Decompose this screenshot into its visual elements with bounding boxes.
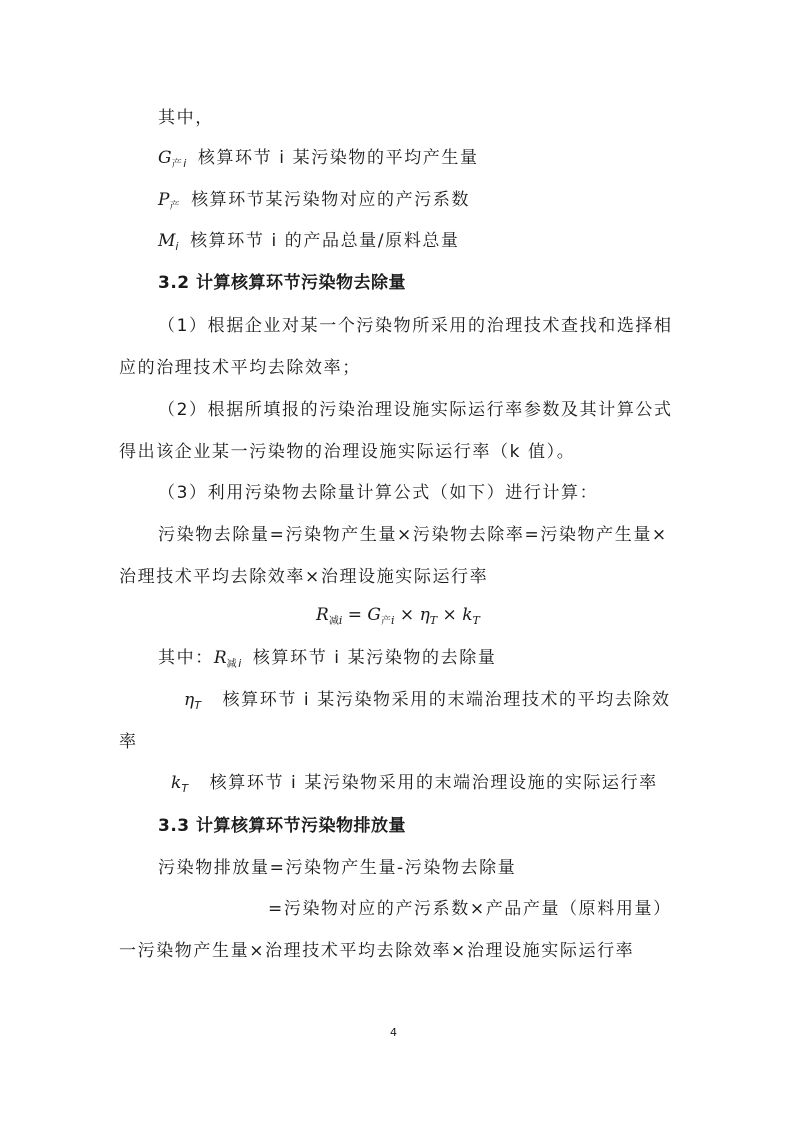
def-m-text: 核算环节 i 的产品总量/原料总量: [190, 231, 460, 251]
removal-equation: $R_{减i} = G_{产i} \times \eta_T \times k_T$: [316, 605, 480, 627]
def-m: $M_i$ 核算环节 i 的产品总量/原料总量: [158, 231, 460, 253]
where-label: 其中：: [158, 648, 214, 668]
def-r-text: 核算环节 i 某污染物的去除量: [252, 648, 497, 668]
symbol-p: P: [158, 190, 170, 210]
def-g: $G_{产i}$ 核算环节 i 某污染物的平均产生量: [158, 148, 479, 170]
def-p: $P_产$ 核算环节某污染物对应的产污系数: [158, 190, 471, 212]
para-1-line-1: （1）根据企业对某一个污染物所采用的治理技术查找和选择相: [158, 316, 673, 336]
symbol-g: G: [158, 148, 172, 168]
para-3-line-1: （3）利用污染物去除量计算公式（如下）进行计算：: [158, 483, 599, 503]
symbol-m: M: [158, 231, 176, 251]
def-g-text: 核算环节 i 某污染物的平均产生量: [197, 148, 479, 168]
section-3-3-heading: 3.3 计算核算环节污染物排放量: [158, 816, 407, 836]
def-p-text: 核算环节某污染物对应的产污系数: [191, 190, 471, 210]
formula-text-line-1: 污染物去除量=污染物产生量×污染物去除率=污染物产生量×: [158, 525, 668, 545]
para-2-line-1: （2）根据所填报的污染治理设施实际运行率参数及其计算公式: [158, 400, 673, 420]
emission-line-1: 污染物排放量=污染物产生量-污染物去除量: [158, 858, 517, 878]
page-number: 4: [390, 1026, 397, 1039]
def-k-text: 核算环节 i 某污染物采用的末端治理设施的实际运行率: [209, 773, 658, 793]
intro-label: 其中，: [158, 108, 214, 128]
emission-line-3: 一污染物产生量×治理技术平均去除效率×治理设施实际运行率: [119, 941, 635, 961]
def-eta-line-2: 率: [119, 732, 138, 752]
para-2-line-2: 得出该企业某一污染物的治理设施实际运行率（k 值）。: [119, 442, 576, 462]
def-eta-text: 核算环节 i 某污染物采用的末端治理技术的平均去除效: [222, 690, 671, 710]
def-r: 其中：$R_{减i}$ 核算环节 i 某污染物的去除量: [158, 648, 497, 670]
def-eta: $\eta_T$ 核算环节 i 某污染物采用的末端治理技术的平均去除效: [184, 690, 671, 712]
section-3-2-heading: 3.2 计算核算环节污染物去除量: [158, 273, 407, 293]
formula-text-line-2: 治理技术平均去除效率×治理设施实际运行率: [119, 567, 489, 587]
def-k: $k_T$ 核算环节 i 某污染物采用的末端治理设施的实际运行率: [171, 773, 658, 795]
emission-line-2: =污染物对应的产污系数×产品产量（原料用量）: [268, 899, 672, 919]
para-1-line-2: 应的治理技术平均去除效率；: [119, 358, 361, 378]
